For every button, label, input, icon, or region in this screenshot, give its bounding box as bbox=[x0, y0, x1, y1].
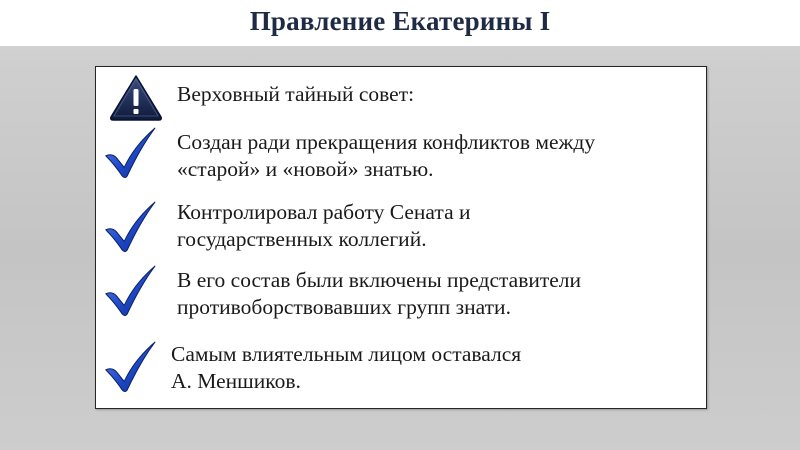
list-item-text bbox=[177, 129, 595, 183]
list-item-line: противоборствовавших групп знати. bbox=[177, 295, 511, 319]
list-item-text bbox=[171, 341, 521, 395]
warning-icon bbox=[106, 73, 166, 123]
checkmark-icon bbox=[102, 197, 160, 255]
checkmark-icon bbox=[102, 123, 160, 181]
list-item-text bbox=[177, 199, 471, 253]
list-item bbox=[96, 261, 706, 331]
list-item-line: В его состав были включены представители bbox=[177, 268, 582, 292]
list-item-text bbox=[177, 267, 581, 321]
list-item-line: Создан ради прекращения конфликтов между bbox=[177, 130, 596, 154]
list-item-line: А. Меншиков. bbox=[171, 369, 301, 393]
heading-text bbox=[177, 81, 414, 108]
title-bar bbox=[0, 0, 800, 46]
heading-row bbox=[96, 69, 706, 121]
list-item bbox=[96, 331, 706, 407]
checkmark-icon bbox=[102, 337, 160, 395]
list-item-line: «старой» и «новой» знатью. bbox=[177, 157, 434, 181]
content-panel bbox=[95, 66, 707, 409]
page-title: Правление Екатерины I bbox=[249, 6, 551, 36]
list-item bbox=[96, 191, 706, 261]
heading-line: Верховный тайный совет: bbox=[177, 82, 415, 106]
list-item-line: Самым влиятельным лицом оставался bbox=[171, 342, 522, 366]
list-item-line: государственных коллегий. bbox=[177, 227, 427, 251]
list-item bbox=[96, 121, 706, 191]
checkmark-icon bbox=[102, 261, 160, 319]
list-item-line: Контролировал работу Сената и bbox=[177, 200, 471, 224]
